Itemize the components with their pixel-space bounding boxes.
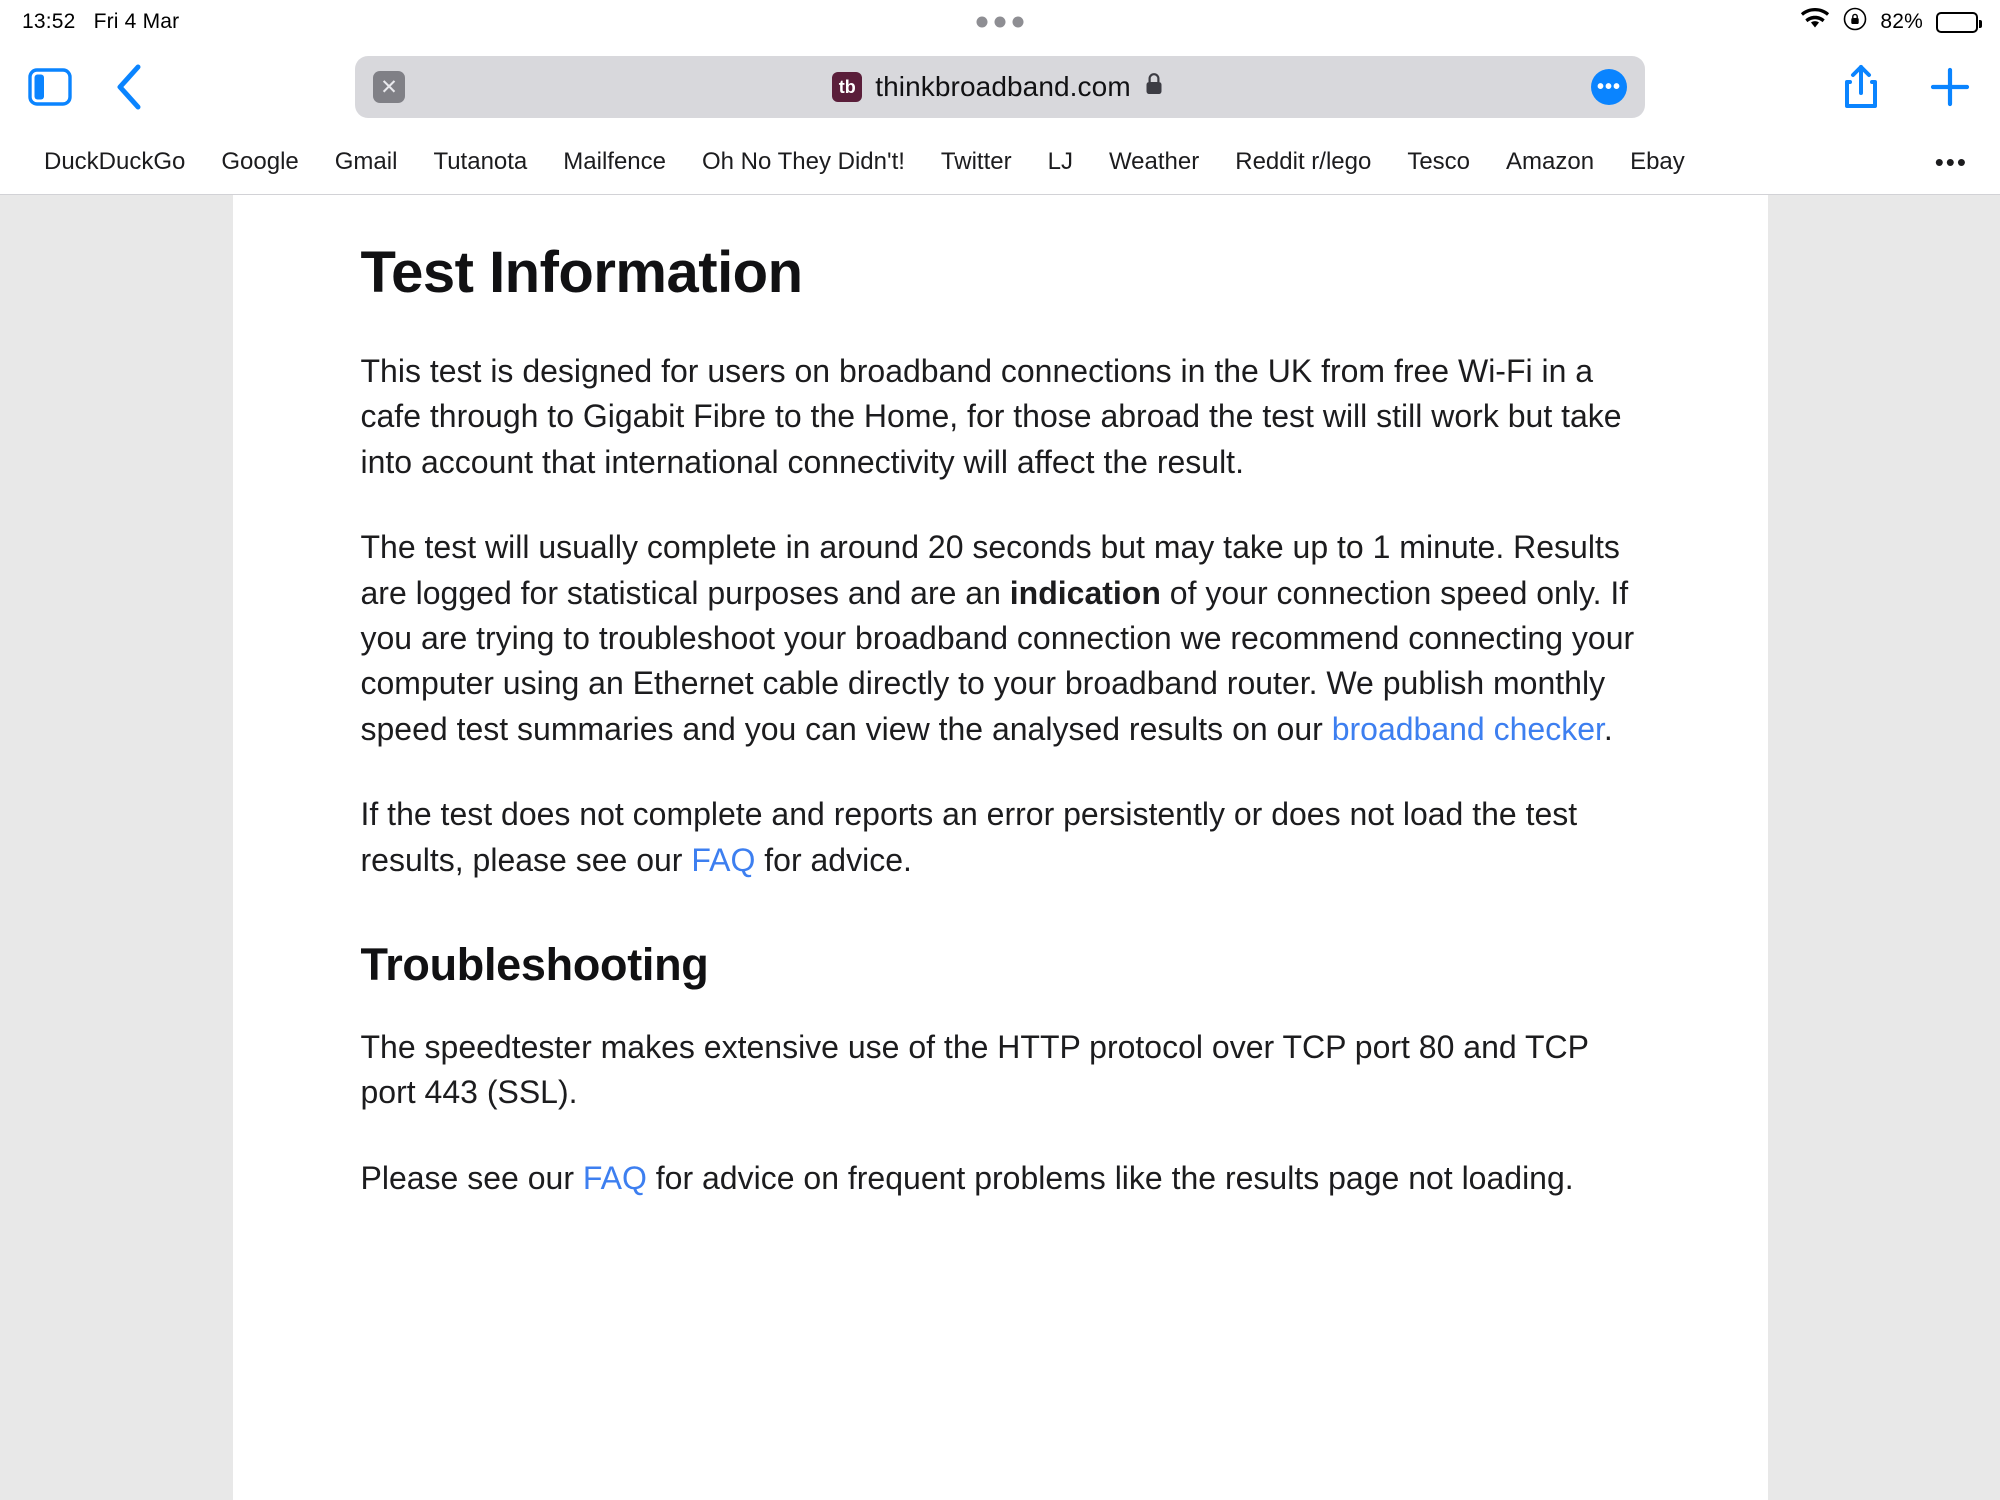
paragraph-text-part: for advice on frequent problems like the results page not loading. (646, 1159, 1574, 1196)
new-tab-button[interactable] (1928, 65, 1972, 109)
page-title: Test Information (360, 240, 803, 305)
status-right (1800, 7, 1978, 37)
bookmark-duckduckgo[interactable]: DuckDuckGo (44, 148, 186, 175)
browser-toolbar (0, 44, 2000, 130)
url-text: thinkbroadband.com (875, 71, 1131, 102)
link-faq-secondary[interactable]: FAQ (582, 1159, 647, 1196)
paragraph-faq-advice (361, 1156, 1640, 1201)
web-page-content (233, 195, 1768, 1500)
bookmark-tutanota[interactable]: Tutanota (433, 148, 528, 175)
paragraph-error-advice (361, 792, 1640, 883)
lock-icon (1144, 71, 1164, 103)
paragraph-text-part: of your connection speed only. If you are trying to troubleshoot your broadband connection we recommend connecting your computer using an Ethernet cable directly to your broadband router. We publish monthly speed test summaries and you can view the analysed results on our (360, 574, 1635, 747)
handle-dot (977, 17, 988, 28)
address-bar[interactable] (355, 56, 1645, 118)
bookmark-tesco[interactable]: Tesco (1407, 148, 1471, 175)
paragraph-ports: The speedtester makes extensive use of the HTTP protocol over TCP port 80 and TCP port 443 (SSL). (360, 1028, 1589, 1111)
section-heading-troubleshooting: Troubleshooting (360, 939, 709, 991)
share-icon[interactable] (1842, 63, 1880, 111)
paragraph-text-part: The test will usually complete in around 20 seconds but may take up to 1 minute. Results are logged for statistical purposes and are an (360, 529, 1620, 611)
bookmark-google[interactable]: Google (221, 148, 299, 175)
bookmark-ohnotheydidnt[interactable]: Oh No They Didn't! (702, 148, 905, 175)
bookmark-ebay[interactable]: Ebay (1630, 148, 1685, 175)
status-date: Fri 4 Mar (93, 10, 180, 33)
paragraph-text-part: Please see our (360, 1159, 583, 1196)
multitasking-handle[interactable] (977, 17, 1024, 28)
paragraph-text-part: . (1603, 710, 1613, 747)
bookmark-gmail[interactable]: Gmail (334, 148, 398, 175)
bookmark-twitter[interactable]: Twitter (940, 148, 1012, 175)
battery-percent: 82% (1880, 10, 1923, 33)
bookmarks-overflow-icon[interactable]: ••• (1934, 146, 1968, 177)
bookmark-amazon[interactable]: Amazon (1506, 148, 1595, 175)
status-bar (0, 0, 2000, 44)
sidebar-icon[interactable] (28, 68, 72, 106)
close-icon[interactable]: ✕ (373, 71, 405, 103)
bookmark-mailfence[interactable]: Mailfence (563, 148, 666, 175)
toolbar-right (1842, 63, 1972, 111)
handle-dot (995, 17, 1006, 28)
bookmarks-bar (0, 130, 2000, 195)
paragraph-text-part: for advice. (755, 841, 912, 878)
paragraph-text-part: If the test does not complete and reports an error persistently or does not load the test results, please see our (360, 796, 1578, 878)
bookmark-lj[interactable]: LJ (1047, 148, 1073, 175)
site-favicon: tb (832, 72, 862, 102)
handle-dot (1013, 17, 1024, 28)
rotation-lock-icon (1843, 7, 1867, 37)
status-left (22, 10, 179, 34)
paragraph-intro: This test is designed for users on broadband connections in the UK from free Wi-Fi in a cafe through to Gigabit Fibre to the Home, for those abroad the test will still work but take into account that international connectivity will affect the result. (360, 352, 1622, 480)
toolbar-left (28, 63, 144, 111)
ellipsis-circle-icon[interactable]: ••• (1591, 69, 1627, 105)
bookmark-weather[interactable]: Weather (1108, 148, 1200, 175)
bookmark-reddit-rlego[interactable]: Reddit r/lego (1235, 148, 1372, 175)
battery-icon (1936, 12, 1978, 33)
address-bar-content (405, 71, 1591, 103)
link-broadband-checker[interactable]: broadband checker (1331, 710, 1604, 747)
paragraph-test-details (361, 525, 1640, 752)
status-time: 13:52 (22, 10, 76, 33)
page-viewport[interactable] (0, 195, 2000, 1500)
emphasis-indication: indication (1009, 574, 1161, 611)
back-button[interactable] (114, 63, 144, 111)
wifi-icon (1800, 8, 1830, 36)
link-faq[interactable]: FAQ (691, 841, 756, 878)
